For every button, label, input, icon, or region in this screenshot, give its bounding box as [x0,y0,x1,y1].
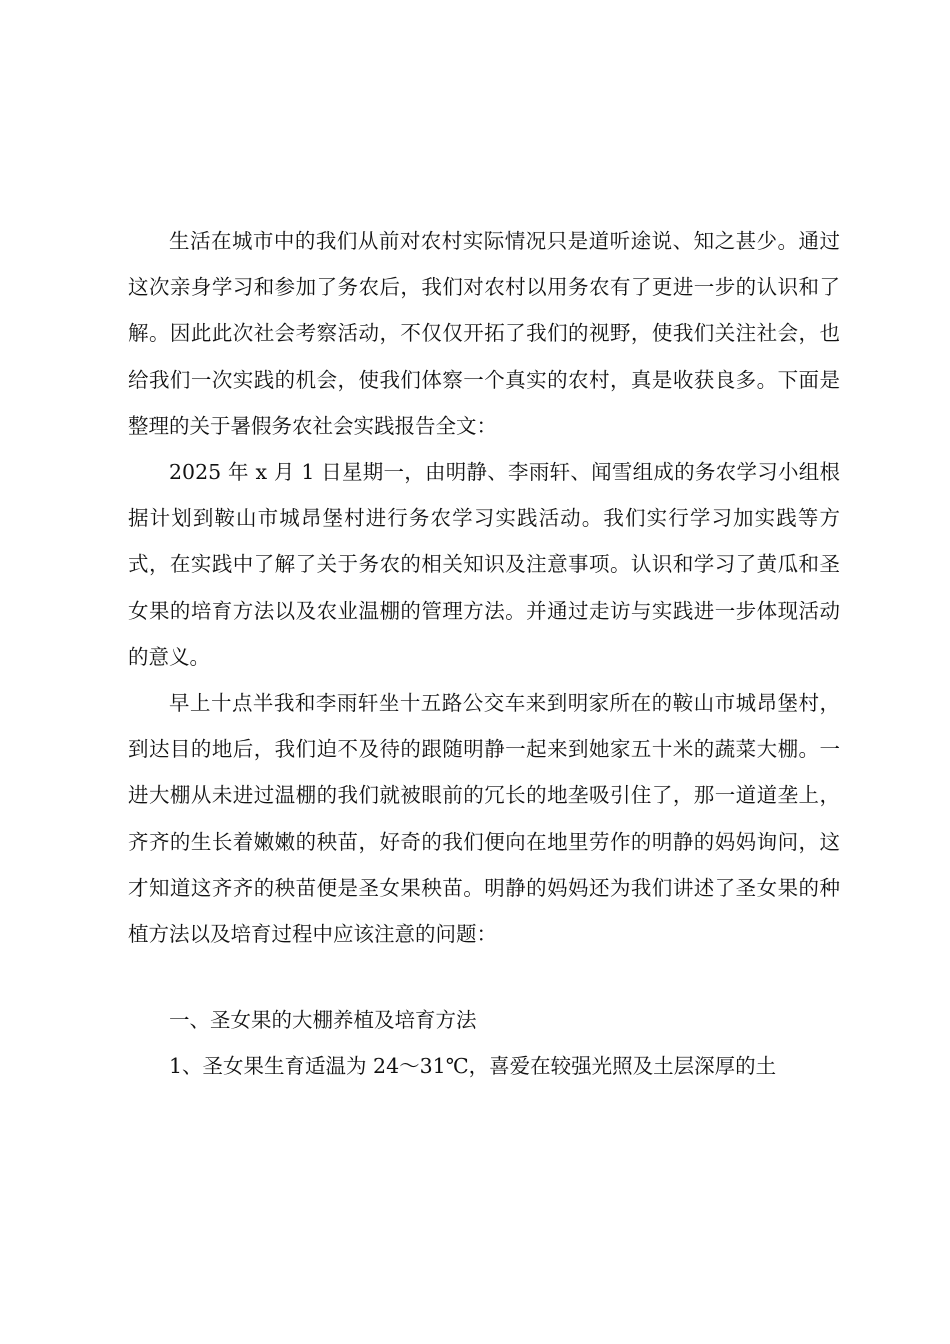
list-item: 1、圣女果生育适温为 24～31℃，喜爱在较强光照及土层深厚的土 [169,1054,777,1079]
paragraph-intro: 生活在城市中的我们从前对农村实际情况只是道听途说、知之甚少。通过这次亲身学习和参加了务农后，我们对农村以用务农有了更进一步的认识和了解。因此此次社会考察活动，不仅仅开拓了我们的视野，使我们关注社会，也给我们一次实践的机会，使我们体察一个真实的农村，真是收获良多。下面是整理的关于暑假务农社会实践报告全文： [128,229,840,438]
section-heading: 一、圣女果的大棚养植及培育方法 [169,1008,477,1033]
paragraph-activity: 2025 年 x 月 1 日星期一，由明静、李雨轩、闻雪组成的务农学习小组根据计划到鞍山市城昂堡村进行务农学习实践活动。我们实行学习加实践等方式，在实践中了解了关于务农的相关知识及注意事项。认识和学习了黄瓜和圣女果的培育方法以及农业温棚的管理方法。并通过走访与实践进一步体现活动的意义。 [128,460,840,669]
document-body [128,218,840,1090]
paragraph-greenhouse-visit: 早上十点半我和李雨轩坐十五路公交车来到明家所在的鞍山市城昂堡村，到达目的地后，我们迫不及待的跟随明静一起来到她家五十米的蔬菜大棚。一进大棚从未进过温棚的我们就被眼前的冗长的地垄吸引住了，那一道道垄上，齐齐的生长着嫩嫩的秧苗，好奇的我们便向在地里劳作的明静的妈妈询问，这才知道这齐齐的秧苗便是圣女果秧苗。明静的妈妈还为我们讲述了圣女果的种植方法以及培育过程中应该注意的问题： [128,691,840,947]
